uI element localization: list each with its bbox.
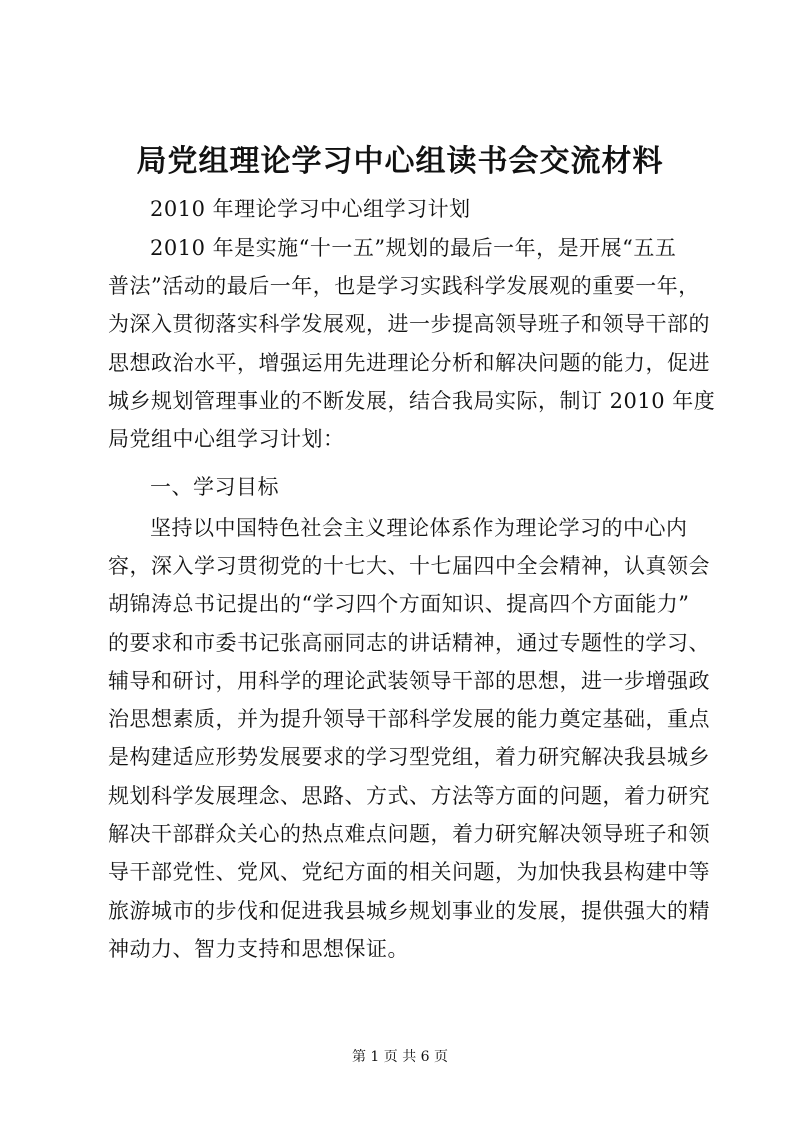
paragraph1-line: 城乡规划管理事业的不断发展，结合我局实际，制订 2010 年度 — [108, 389, 716, 413]
paragraph2-line: 辅导和研讨，用科学的理论武装领导干部的思想，进一步增强政 — [108, 669, 710, 693]
paragraph1-line: 为深入贯彻落实科学发展观，进一步提高领导班子和领导干部的 — [108, 312, 710, 336]
paragraph2-line: 容，深入学习贯彻党的十七大、十七届四中全会精神，认真领会 — [108, 554, 710, 578]
section-heading: 一、学习目标 — [150, 475, 279, 499]
document-title: 局党组理论学习中心组读书会交流材料 — [136, 144, 664, 179]
paragraph2-line: 规划科学发展理念、思路、方式、方法等方面的问题，着力研究 — [108, 784, 710, 808]
paragraph2-line: 治思想素质，并为提升领导干部科学发展的能力奠定基础，重点 — [108, 707, 710, 731]
paragraph1-line: 普法”活动的最后一年，也是学习实践科学发展观的重要一年， — [108, 274, 700, 298]
paragraph2-line: 旅游城市的步伐和促进我县城乡规划事业的发展，提供强大的精 — [108, 899, 710, 923]
paragraph2-line: 导干部党性、党风、党纪方面的相关问题，为加快我县构建中等 — [108, 860, 710, 884]
page-indicator: 第 1 页 共 6 页 — [351, 1049, 449, 1065]
document-subtitle: 2010 年理论学习中心组学习计划 — [150, 197, 471, 221]
paragraph2-line: 胡锦涛总书记提出的“学习四个方面知识、提高四个方面能力” — [108, 592, 690, 616]
paragraph1-line: 2010 年是实施“十一五”规划的最后一年，是开展“五五 — [150, 236, 677, 260]
paragraph1-line: 局党组中心组学习计划： — [108, 427, 345, 451]
paragraph1-line: 思想政治水平，增强运用先进理论分析和解决问题的能力，促进 — [108, 351, 710, 375]
paragraph2-line: 解决干部群众关心的热点难点问题，着力研究解决领导班子和领 — [108, 822, 710, 846]
paragraph2-line: 坚持以中国特色社会主义理论体系作为理论学习的中心内 — [150, 516, 688, 540]
paragraph2-line: 的要求和市委书记张高丽同志的讲话精神，通过专题性的学习、 — [108, 631, 710, 655]
paragraph2-line: 神动力、智力支持和思想保证。 — [108, 937, 409, 961]
paragraph2-line: 是构建适应形势发展要求的学习型党组，着力研究解决我县城乡 — [108, 745, 710, 769]
